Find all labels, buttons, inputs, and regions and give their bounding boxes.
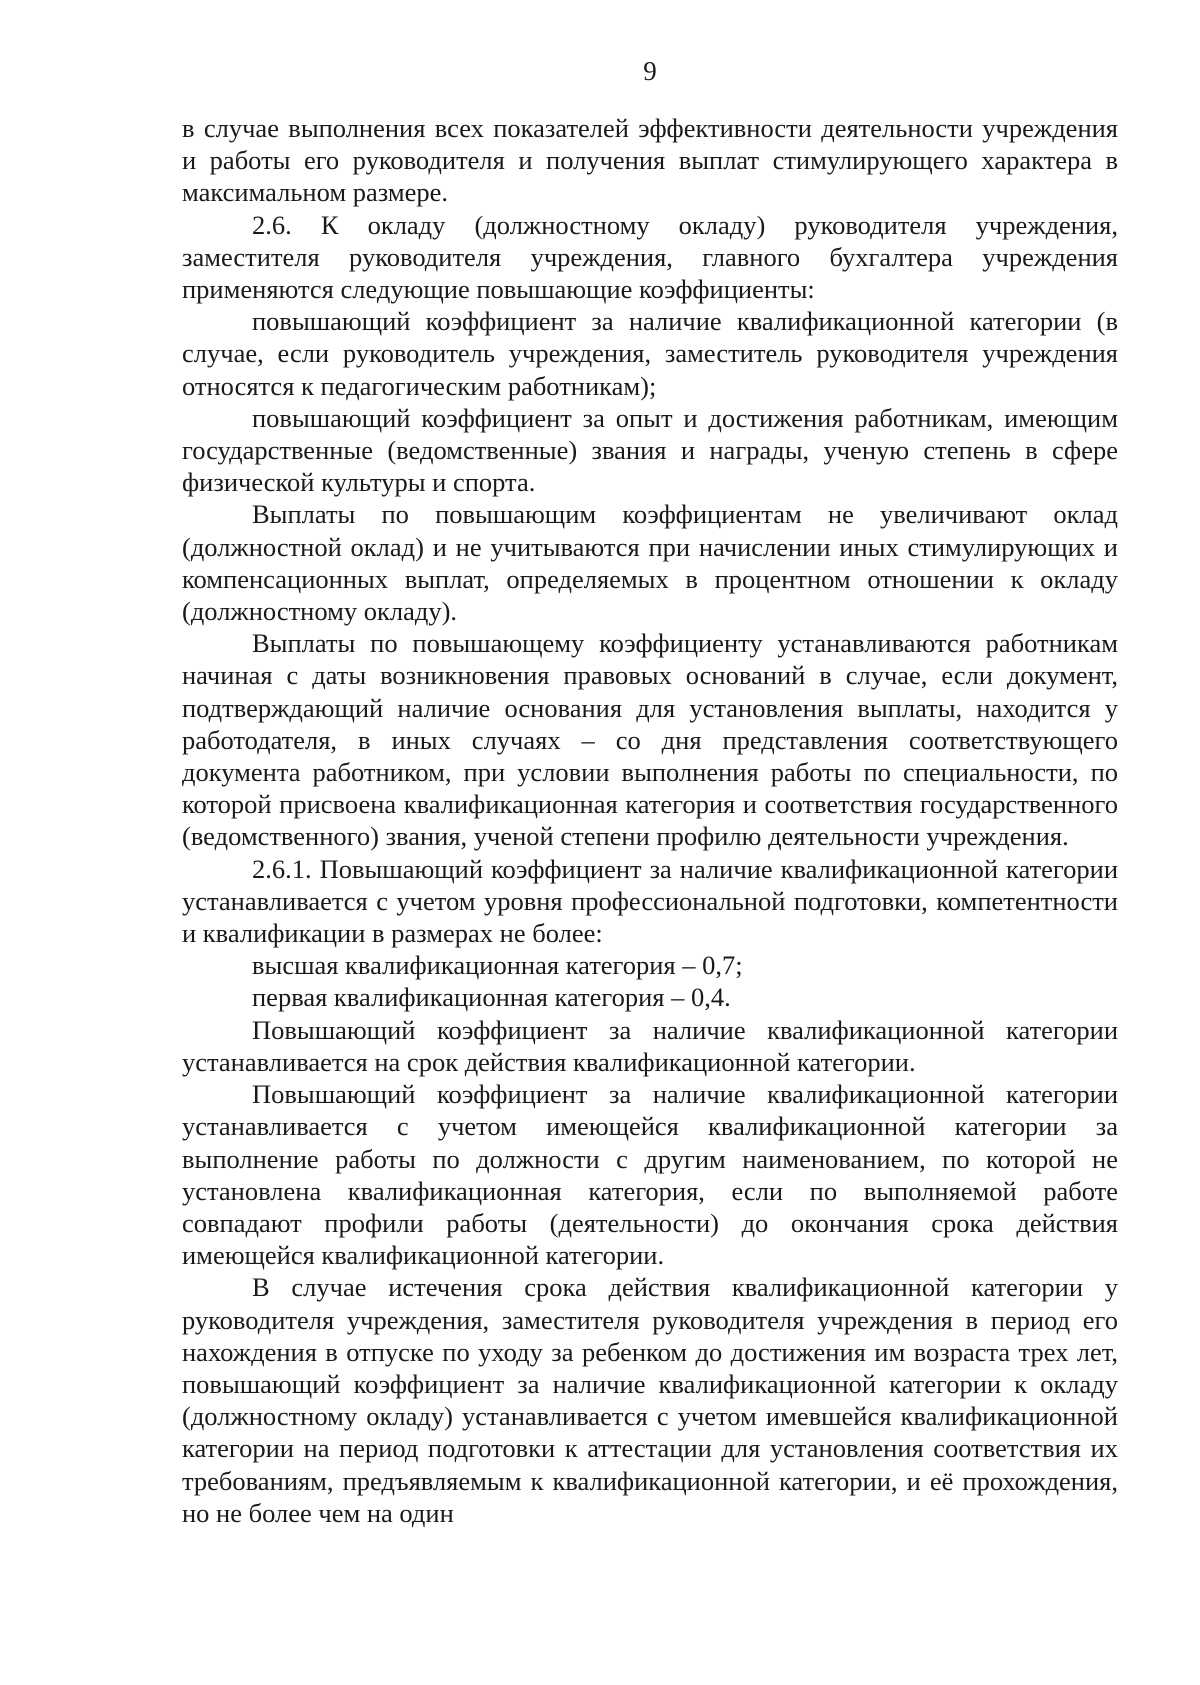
document-body [182, 112, 1118, 1529]
paragraph-expiry-during-leave: В случае истечения срока действия квалификационной категории у руководителя учреждения, заместителя руководителя учреждения в период его нахождения в отпуске по уходу за ребенком до достижения им возраста трех лет, повышающий коэффициент за наличие квалификационной категории к окладу (должностному окладу) устанавливается с учетом имевшейся квалификационной категории на период подготовки к аттестации для установления соответствия их требованиям, предъявляемым к квалификационной категории, и её прохождения, но не более чем на один [182, 1272, 1118, 1528]
paragraph-payments-not-increase: Выплаты по повышающим коэффициентам не увеличивают оклад (должностной оклад) и не учитываются при начислении иных стимулирующих и компенсационных выплат, определяемых в процентном отношении к окладу (должностному окладу). [182, 499, 1118, 627]
paragraph-coefficient-category: повышающий коэффициент за наличие квалификационной категории (в случае, если руководитель учреждения, заместитель руководителя учреждения относятся к педагогическим работникам); [182, 306, 1118, 401]
paragraph-2-6-1: 2.6.1. Повышающий коэффициент за наличие квалификационной категории устанавливается с учетом уровня профессиональной подготовки, компетентности и квалификации в размерах не более: [182, 853, 1118, 949]
paragraph-payments-established: Выплаты по повышающему коэффициенту устанавливаются работникам начиная с даты возникновения правовых оснований в случае, если документ, подтверждающий наличие основания для установления выплаты, находится у работодателя, в иных случаях – со дня представления соответствующего документа работником, при условии выполнения работы по специальности, по которой присвоена квалификационная категория и соответствия государственного (ведомственного) звания, ученой степени профилю деятельности учреждения. [182, 628, 1118, 852]
paragraph-term-of-category: Повышающий коэффициент за наличие квалификационной категории устанавливается на срок действия квалификационной категории. [182, 1014, 1118, 1077]
paragraph-other-position: Повышающий коэффициент за наличие квалификационной категории устанавливается с учетом имеющейся квалификационной категории за выполнение работы по должности с другим наименованием, по которой не установлена квалификационная категория, если по выполняемой работе совпадают профили работы (деятельности) до окончания срока действия имеющейся квалификационной категории. [182, 1079, 1118, 1271]
paragraph-intro-continuation: в случае выполнения всех показателей эффективности деятельности учреждения и работы его руководителя и получения выплат стимулирующего характера в максимальном размере. [182, 113, 1118, 208]
list-item-first-category: первая квалификационная категория – 0,4. [252, 982, 731, 1013]
paragraph-2-6: 2.6. К окладу (должностному окладу) руководителя учреждения, заместителя руководителя учреждения, главного бухгалтера учреждения применяются следующие повышающие коэффициенты: [182, 209, 1118, 305]
list-item-highest-category: высшая квалификационная категория – 0,7; [252, 950, 743, 981]
paragraph-coefficient-experience: повышающий коэффициент за опыт и достижения работникам, имеющим государственные (ведомственные) звания и награды, ученую степень в сфере физической культуры и спорта. [182, 402, 1118, 498]
page-number: 9 [643, 56, 657, 86]
